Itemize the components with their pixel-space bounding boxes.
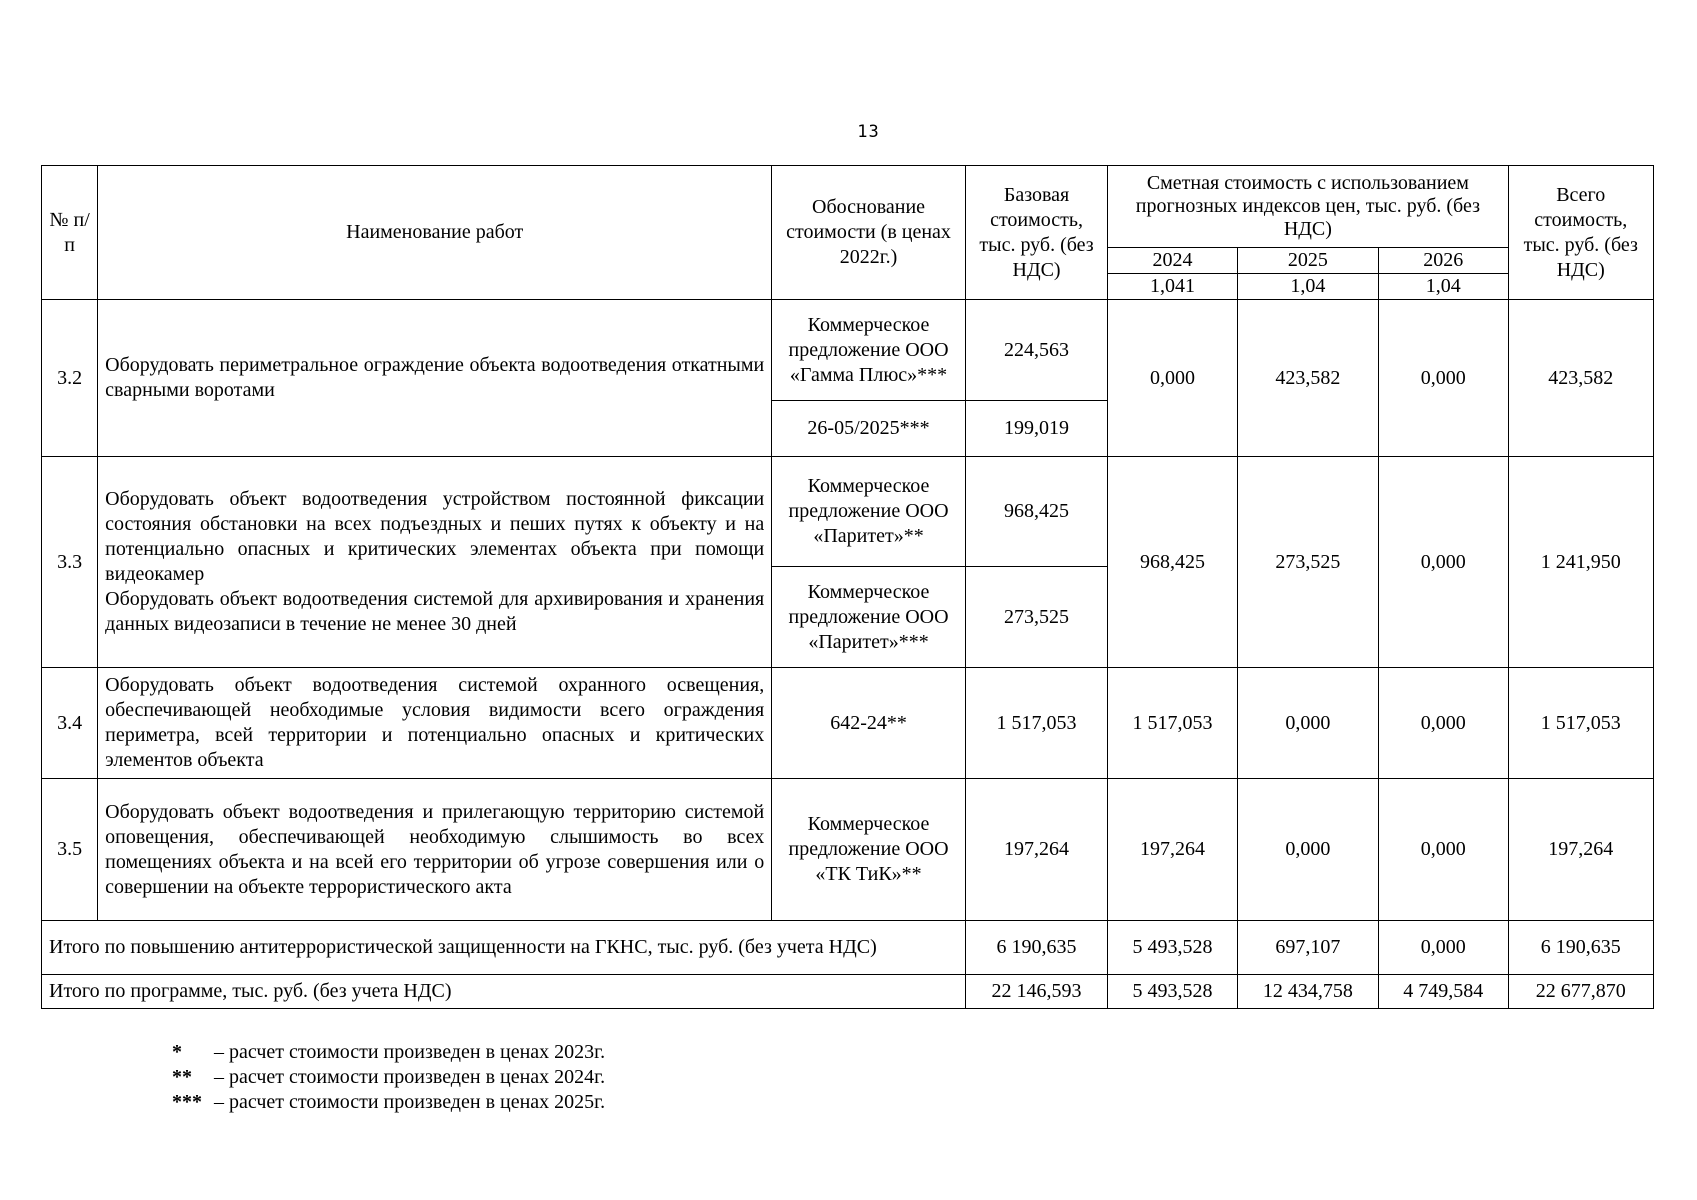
row-basis: Коммерческое предложение ООО «ТК ТиК»** xyxy=(772,779,966,921)
header-year: 2026 xyxy=(1379,248,1508,274)
header-index: 1,04 xyxy=(1237,274,1378,300)
footnote xyxy=(172,1065,605,1090)
total-base-cost: 6 190,635 xyxy=(965,921,1107,975)
total-base-cost: 22 146,593 xyxy=(965,975,1107,1009)
header-index: 1,041 xyxy=(1108,274,1237,300)
header-estimate: Сметная стоимость с использованием прогнозных индексов цен, тыс. руб. (без НДС) xyxy=(1108,166,1508,248)
header-num: № п/п xyxy=(42,166,98,300)
header-base-cost: Базовая стоимость, тыс. руб. (без НДС) xyxy=(965,166,1107,300)
header-year: 2025 xyxy=(1237,248,1378,274)
row-2026: 0,000 xyxy=(1379,457,1508,668)
table-row xyxy=(42,668,1654,779)
row-2025: 423,582 xyxy=(1237,300,1378,457)
header-name: Наименование работ xyxy=(98,166,772,300)
table-row xyxy=(42,457,1654,567)
row-2024: 197,264 xyxy=(1108,779,1237,921)
row-description: Оборудовать объект водоотведения и прилегающую территорию системой оповещения, обеспечивающей необходимую слышимость во всех помещениях объекта и на всей его территории об угрозе совершения или о совершении на объекте террористического акта xyxy=(98,779,772,921)
row-2024: 1 517,053 xyxy=(1108,668,1237,779)
footnote xyxy=(172,1040,605,1065)
total-2024: 5 493,528 xyxy=(1108,975,1237,1009)
row-2025: 0,000 xyxy=(1237,779,1378,921)
row-base-cost: 224,563 xyxy=(965,300,1107,401)
row-description: Оборудовать объект водоотведения системой охранного освещения, обеспечивающей необходимые условия видимости всего ограждения периметра, всей территории и потенциально опасных и критических элементов объекта xyxy=(98,668,772,779)
cost-table xyxy=(41,165,1654,1009)
row-base-cost: 273,525 xyxy=(965,567,1107,668)
table-row xyxy=(42,779,1654,921)
total-sum: 6 190,635 xyxy=(1508,921,1654,975)
row-total: 1 241,950 xyxy=(1508,457,1654,668)
footnote-text: – расчет стоимости произведен в ценах 2024г. xyxy=(214,1066,606,1088)
row-total: 423,582 xyxy=(1508,300,1654,457)
row-basis: 26-05/2025*** xyxy=(772,401,966,457)
total-row xyxy=(42,921,1654,975)
row-description xyxy=(98,457,772,668)
row-2025: 273,525 xyxy=(1237,457,1378,668)
row-2026: 0,000 xyxy=(1379,779,1508,921)
row-base-cost: 197,264 xyxy=(965,779,1107,921)
total-2024: 5 493,528 xyxy=(1108,921,1237,975)
total-row xyxy=(42,975,1654,1009)
row-2024: 0,000 xyxy=(1108,300,1237,457)
row-base-cost: 1 517,053 xyxy=(965,668,1107,779)
header-total: Всего стоимость, тыс. руб. (без НДС) xyxy=(1508,166,1654,300)
row-base-cost: 968,425 xyxy=(965,457,1107,567)
footnote-mark: ** xyxy=(172,1066,192,1088)
row-description-part: Оборудовать объект водоотведения системой для архивирования и хранения данных видеозаписи в течение не менее 30 дней xyxy=(105,588,765,635)
header-index: 1,04 xyxy=(1379,274,1508,300)
footnote-text: – расчет стоимости произведен в ценах 2023г. xyxy=(214,1041,606,1063)
total-label: Итого по программе, тыс. руб. (без учета НДС) xyxy=(42,975,966,1009)
row-2025: 0,000 xyxy=(1237,668,1378,779)
row-basis: Коммерческое предложение ООО «Паритет»** xyxy=(772,457,966,567)
footnote xyxy=(172,1090,605,1115)
total-label: Итого по повышению антитеррористической защищенности на ГКНС, тыс. руб. (без учета НДС) xyxy=(42,921,966,975)
row-description-part: Оборудовать объект водоотведения устройством постоянной фиксации состояния обстановки на всех подъездных и пеших путях к объекту и на потенциально опасных и критических элементах объекта при помощи видеокамер xyxy=(105,488,765,585)
row-num: 3.4 xyxy=(42,668,98,779)
footnotes xyxy=(172,1040,605,1115)
table-row xyxy=(42,300,1654,401)
row-num: 3.2 xyxy=(42,300,98,457)
total-2026: 0,000 xyxy=(1379,921,1508,975)
footnote-mark: *** xyxy=(172,1091,202,1113)
row-2024: 968,425 xyxy=(1108,457,1237,668)
header-basis: Обоснование стоимости (в ценах 2022г.) xyxy=(772,166,966,300)
footnote-text: – расчет стоимости произведен в ценах 2025г. xyxy=(214,1091,606,1113)
footnote-mark: * xyxy=(172,1041,182,1063)
row-basis: Коммерческое предложение ООО «Гамма Плюс»*** xyxy=(772,300,966,401)
row-2026: 0,000 xyxy=(1379,300,1508,457)
row-num: 3.5 xyxy=(42,779,98,921)
row-description: Оборудовать периметральное ограждение объекта водоотведения откатными сварными воротами xyxy=(98,300,772,457)
total-2025: 697,107 xyxy=(1237,921,1378,975)
row-base-cost: 199,019 xyxy=(965,401,1107,457)
row-2026: 0,000 xyxy=(1379,668,1508,779)
page-number: 13 xyxy=(857,122,880,142)
header-year: 2024 xyxy=(1108,248,1237,274)
row-total: 197,264 xyxy=(1508,779,1654,921)
row-total: 1 517,053 xyxy=(1508,668,1654,779)
row-basis: 642-24** xyxy=(772,668,966,779)
row-basis: Коммерческое предложение ООО «Паритет»*** xyxy=(772,567,966,668)
row-num: 3.3 xyxy=(42,457,98,668)
total-2026: 4 749,584 xyxy=(1379,975,1508,1009)
total-sum: 22 677,870 xyxy=(1508,975,1654,1009)
total-2025: 12 434,758 xyxy=(1237,975,1378,1009)
